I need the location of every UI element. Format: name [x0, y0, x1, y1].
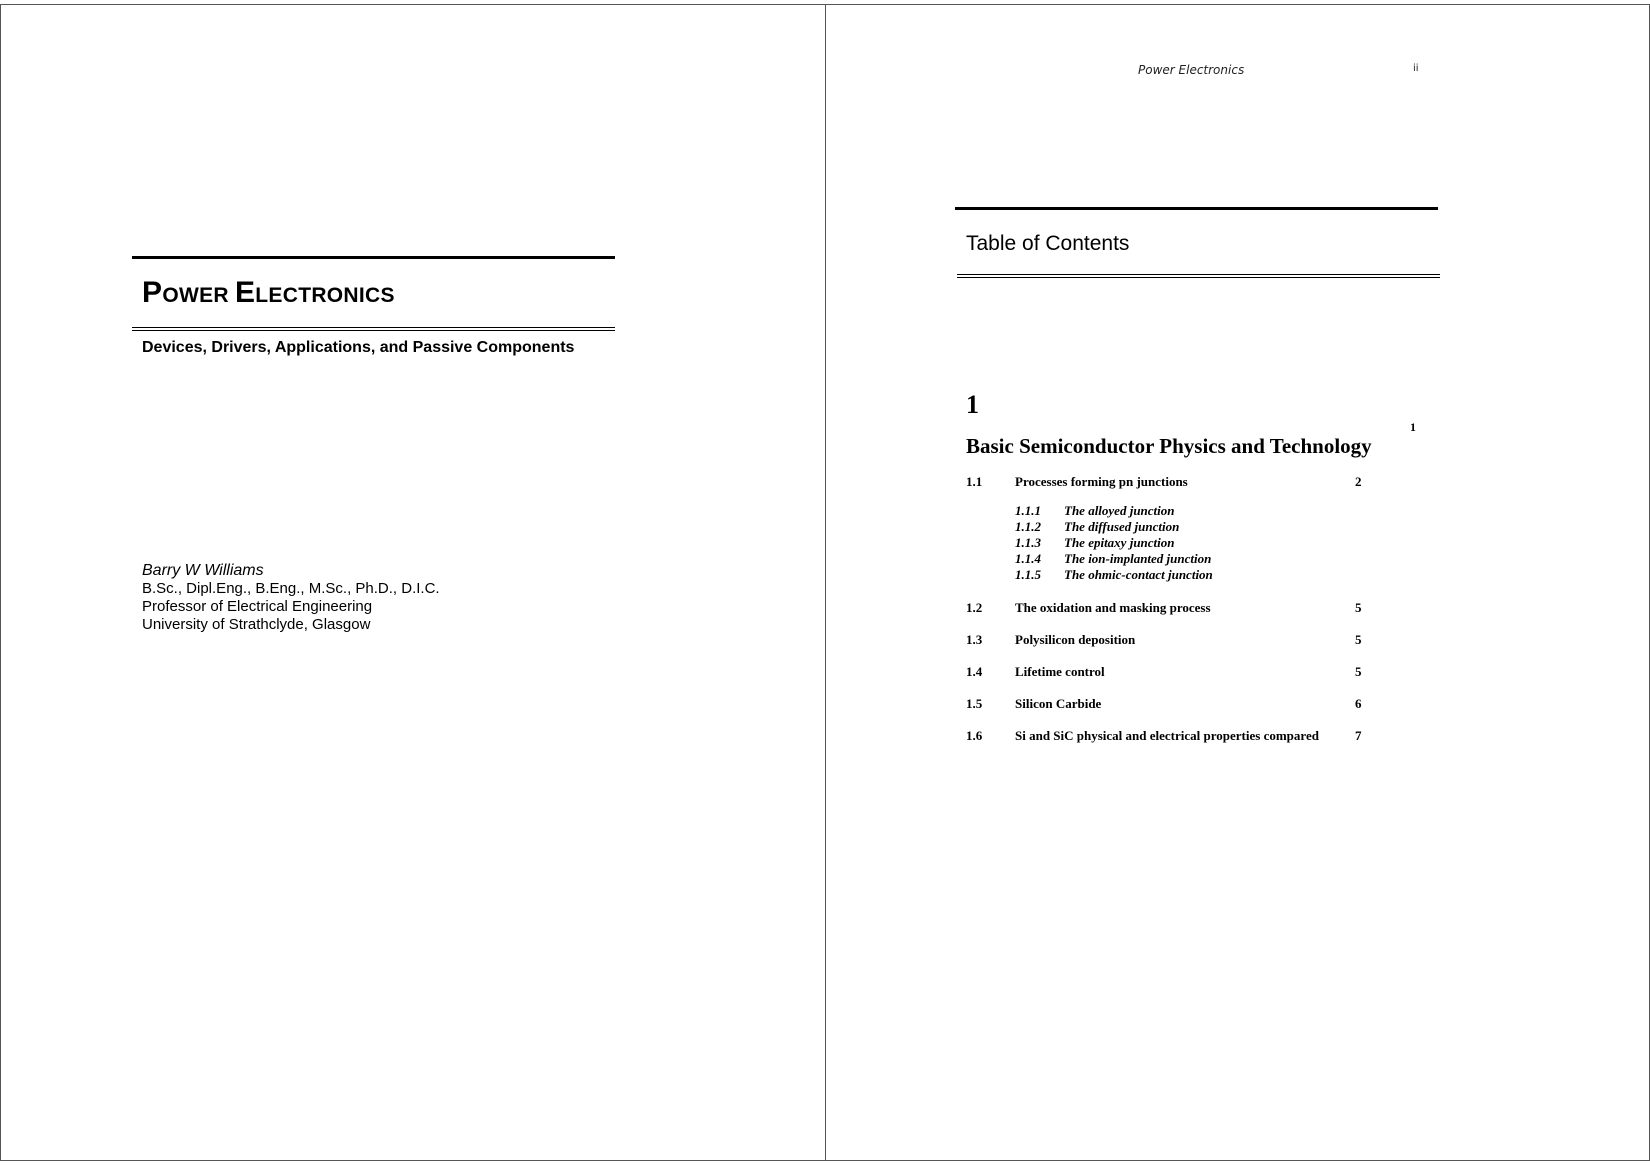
book-title	[142, 276, 395, 310]
toc-entry-page: 5	[1355, 664, 1362, 679]
toc-entry-page: 2	[1355, 474, 1362, 489]
title-bottom-rule	[132, 327, 615, 331]
running-head: Power Electronics	[1138, 63, 1245, 77]
author-affiliation: University of Strathclyde, Glasgow	[142, 616, 371, 633]
page-number: ii	[1413, 63, 1419, 74]
chapter-page-number: 1	[1410, 420, 1416, 434]
toc-entry-page: 7	[1355, 728, 1362, 743]
title-word-power: OWER	[162, 284, 229, 307]
book-subtitle: Devices, Drivers, Applications, and Passive Components	[142, 339, 575, 356]
toc-entry-number: 1.5	[966, 696, 983, 711]
toc-entry-title: Si and SiC physical and electrical properties compared	[1015, 728, 1319, 743]
toc-entry-page: 5	[1355, 632, 1362, 647]
chapter-number: 1	[966, 390, 979, 419]
author-block	[142, 562, 440, 634]
toc-entry-title: The oxidation and masking process	[1015, 600, 1211, 615]
toc-subentry-number: 1.1.4	[1015, 551, 1041, 566]
toc-subentry-title: The epitaxy junction	[1064, 535, 1175, 550]
toc-entry-title: Silicon Carbide	[1015, 696, 1102, 711]
toc-entry-number: 1.6	[966, 728, 983, 743]
toc-bottom-rule	[957, 274, 1440, 278]
toc-entry-page: 5	[1355, 600, 1362, 615]
toc-entry-page: 6	[1355, 696, 1362, 711]
title-word-electronics: LECTRONICS	[255, 284, 395, 307]
toc-entry-title: Lifetime control	[1015, 664, 1105, 679]
title-initial-p: P	[142, 276, 163, 309]
toc-subentry-number: 1.1.5	[1015, 567, 1041, 582]
toc-subentry-title: The ohmic-contact junction	[1064, 567, 1213, 582]
toc-top-rule	[955, 207, 1438, 210]
chapter-title[interactable]: Basic Semiconductor Physics and Technology	[966, 434, 1372, 458]
toc-entry-title: Polysilicon deposition	[1015, 632, 1136, 647]
toc-entry-number: 1.3	[966, 632, 983, 647]
toc-entry-number: 1.1	[966, 474, 983, 489]
toc-subentry-number: 1.1.1	[1015, 503, 1041, 518]
author-position: Professor of Electrical Engineering	[142, 598, 373, 615]
toc-subentry-number: 1.1.2	[1015, 519, 1041, 534]
title-top-rule	[132, 256, 615, 259]
toc-subentry-title: The ion-implanted junction	[1064, 551, 1212, 566]
title-page	[0, 4, 826, 1161]
author-degrees: B.Sc., Dipl.Eng., B.Eng., M.Sc., Ph.D., D.I.C.	[142, 580, 440, 597]
toc-subentry-title: The alloyed junction	[1064, 503, 1175, 518]
toc-entry-number: 1.2	[966, 600, 983, 615]
title-initial-e: E	[234, 276, 256, 309]
toc-subentry-title: The diffused junction	[1064, 519, 1180, 534]
toc-subentry-number: 1.1.3	[1015, 535, 1041, 550]
toc-entry-title: Processes forming pn junctions	[1015, 474, 1188, 489]
toc-entry-number: 1.4	[966, 664, 983, 679]
author-name: Barry W Williams	[142, 562, 264, 579]
toc-heading: Table of Contents	[966, 232, 1130, 255]
contents-page	[825, 4, 1650, 1161]
